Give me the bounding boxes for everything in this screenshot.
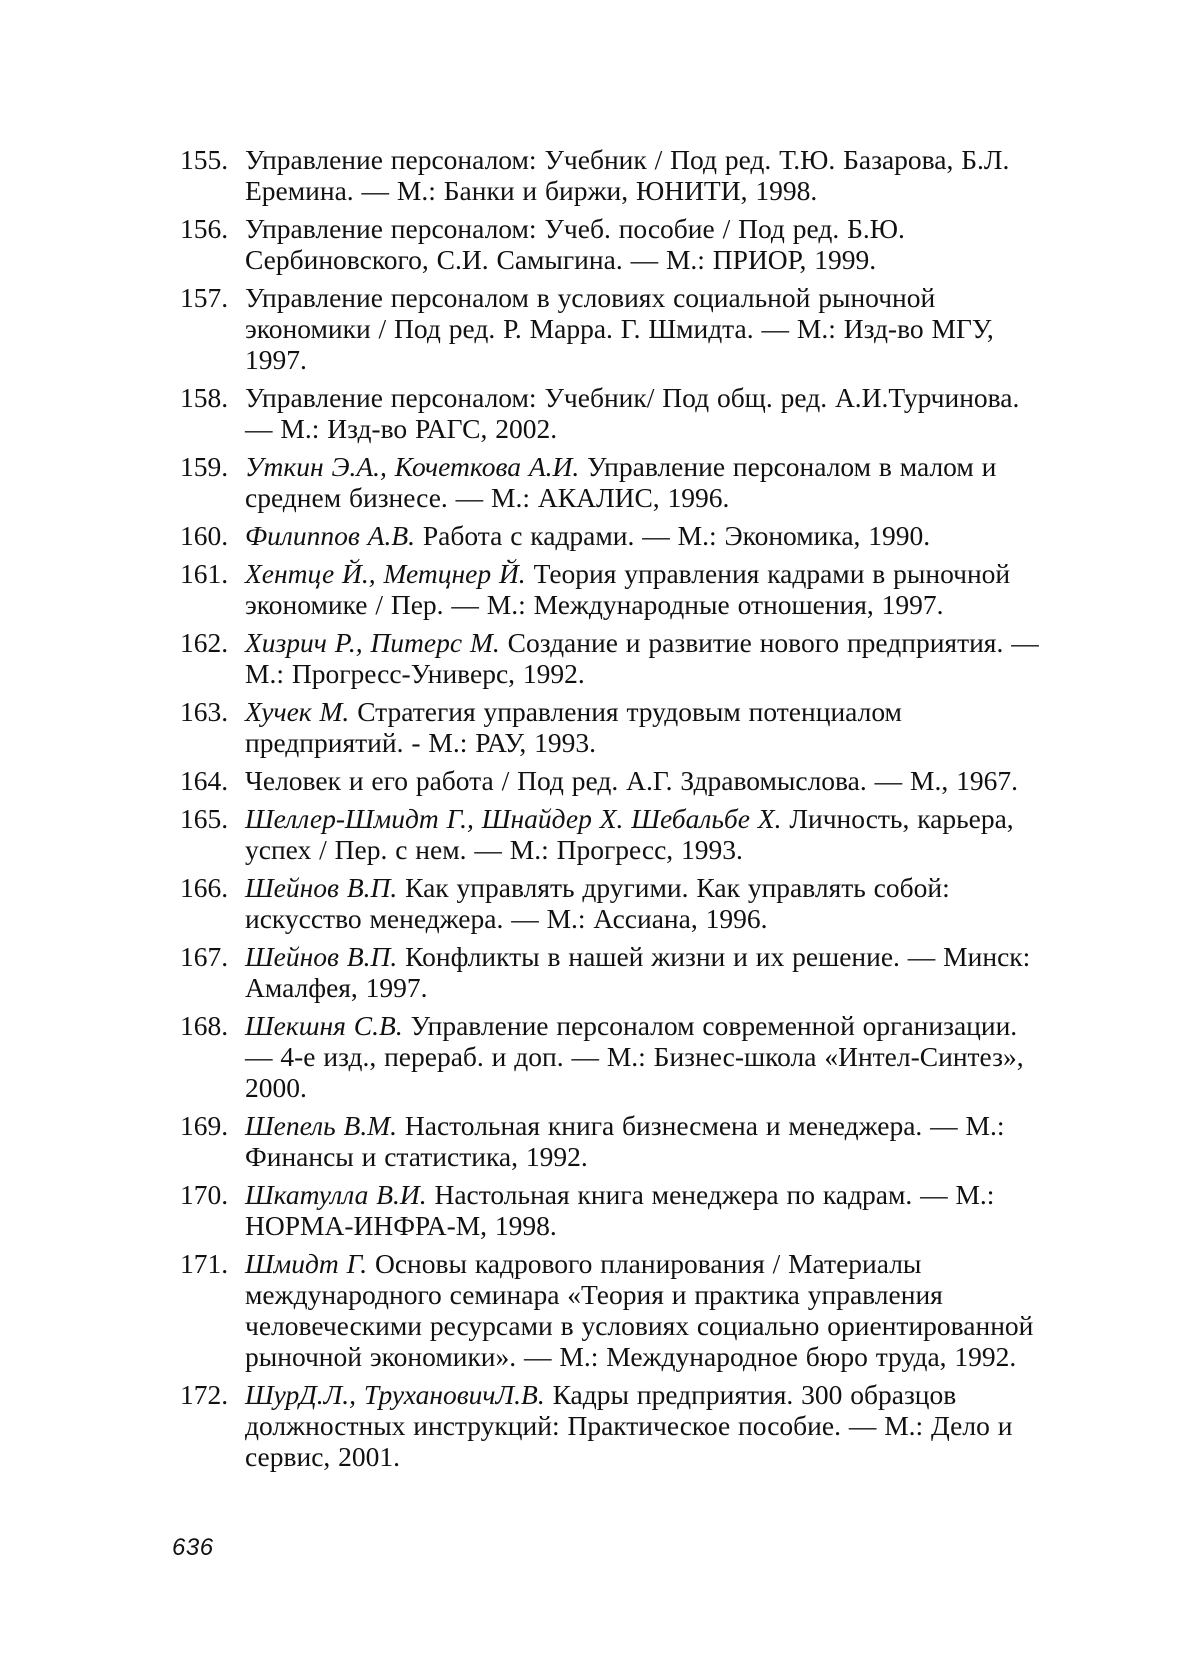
reference-157 <box>180 282 1040 375</box>
reference-158 <box>180 382 1040 444</box>
reference-text: Кадры предприятия. 300 образцов должностных инструкций: Практическое пособие. — М.: Дело и сервис, 2001. <box>245 1379 1013 1472</box>
reference-169 <box>180 1110 1040 1172</box>
reference-author: Шейнов В.П. <box>245 872 398 903</box>
reference-number: 164. <box>180 765 229 796</box>
reference-text: Личность, карьера, успех / Пер. с нем. — М.: Прогресс, 1993. <box>245 803 1014 865</box>
reference-number: 160. <box>180 520 229 551</box>
reference-text: Создание и развитие нового предприятия. — М.: Прогресс-Универс, 1992. <box>245 627 1039 689</box>
reference-text: Человек и его работа / Под ред. А.Г. Здравомыслова. — М., 1967. <box>245 765 1018 796</box>
reference-text: Конфликты в нашей жизни и их решение. — Минск: Амалфея, 1997. <box>245 941 1031 1003</box>
reference-number: 156. <box>180 213 229 244</box>
reference-number: 155. <box>180 144 229 175</box>
reference-author: Уткин Э.А., Кочеткова А.И. <box>245 451 580 482</box>
reference-165 <box>180 803 1040 865</box>
reference-text: Настольная книга менеджера по кадрам. — М.: НОРМА-ИНФРА-М, 1998. <box>245 1179 995 1241</box>
reference-text: Основы кадрового планирования / Материалы международного семинара «Теория и практика управления человеческими ресурсами в условиях социально ориентированной рыночной экономики». — М.: Международное бюро труда, 1992. <box>245 1248 1034 1372</box>
reference-author: Шекшня С.В. <box>245 1010 403 1041</box>
page-number: 636 <box>172 1534 214 1561</box>
reference-164 <box>180 765 1040 796</box>
reference-number: 169. <box>180 1110 229 1141</box>
reference-text: Стратегия управления трудовым потенциалом предприятий. - М.: РАУ, 1993. <box>245 696 902 758</box>
reference-155 <box>180 144 1040 206</box>
reference-number: 158. <box>180 382 229 413</box>
reference-number: 166. <box>180 872 229 903</box>
reference-number: 157. <box>180 282 229 313</box>
reference-162 <box>180 627 1040 689</box>
reference-number: 168. <box>180 1010 229 1041</box>
reference-text: Управление персоналом: Учеб. пособие / Под ред. Б.Ю. Сербиновского, С.И. Самыгина. — М.: ПРИОР, 1999. <box>245 213 905 275</box>
reference-number: 171. <box>180 1248 229 1279</box>
reference-author: Шкатулла В.И. <box>245 1179 427 1210</box>
reference-168 <box>180 1010 1040 1103</box>
reference-160 <box>180 520 1040 551</box>
reference-172 <box>180 1379 1040 1472</box>
reference-author: Филиппов А.В. <box>245 520 416 551</box>
reference-text: Управление персоналом в малом и среднем бизнесе. — М.: АКАЛИС, 1996. <box>245 451 997 513</box>
reference-170 <box>180 1179 1040 1241</box>
reference-number: 165. <box>180 803 229 834</box>
reference-text: Управление персоналом в условиях социальной рыночной экономики / Под ред. Р. Марра. Г. Шмидта. — М.: Изд-во МГУ, 1997. <box>245 282 994 375</box>
reference-author: ШурД.Л., ТрухановичЛ.В. <box>245 1379 545 1410</box>
reference-number: 170. <box>180 1179 229 1210</box>
reference-author: Шейнов В.П. <box>245 941 398 972</box>
reference-number: 162. <box>180 627 229 658</box>
reference-author: Шмидт Г. <box>245 1248 368 1279</box>
reference-166 <box>180 872 1040 934</box>
reference-text: Управление персоналом: Учебник / Под ред. Т.Ю. Базарова, Б.Л. Еремина. — М.: Банки и биржи, ЮНИТИ, 1998. <box>245 144 1010 206</box>
reference-161 <box>180 558 1040 620</box>
reference-171 <box>180 1248 1040 1372</box>
reference-text: Управление персоналом современной организации. — 4-е изд., перераб. и доп. — М.: Бизнес-школа «Интел-Синтез», 2000. <box>245 1010 1024 1103</box>
reference-text: Настольная книга бизнесмена и менеджера. — М.: Финансы и статистика, 1992. <box>245 1110 1005 1172</box>
reference-156 <box>180 213 1040 275</box>
reference-163 <box>180 696 1040 758</box>
reference-number: 172. <box>180 1379 229 1410</box>
reference-number: 167. <box>180 941 229 972</box>
reference-167 <box>180 941 1040 1003</box>
reference-number: 163. <box>180 696 229 727</box>
reference-number: 159. <box>180 451 229 482</box>
reference-author: Хучек М. <box>245 696 350 727</box>
reference-author: Хизрич Р., Питерс М. <box>245 627 500 658</box>
reference-author: Хентце Й., Метцнер Й. <box>245 558 526 589</box>
reference-number: 161. <box>180 558 229 589</box>
bibliography-list <box>180 144 1040 1479</box>
reference-text: Как управлять другими. Как управлять собой: искусство менеджера. — М.: Ассиана, 1996. <box>245 872 950 934</box>
reference-text: Теория управления кадрами в рыночной экономике / Пер. — М.: Международные отношения, 1997. <box>245 558 1011 620</box>
reference-author: Шеллер-Шмидт Г., Шнайдер Х. Шебальбе Х. <box>245 803 782 834</box>
reference-159 <box>180 451 1040 513</box>
reference-author: Шепель В.М. <box>245 1110 397 1141</box>
reference-text: Работа с кадрами. — М.: Экономика, 1990. <box>422 520 931 551</box>
reference-text: Управление персоналом: Учебник/ Под общ. ред. А.И.Турчинова. — М.: Изд-во РАГС, 2002. <box>245 382 1020 444</box>
